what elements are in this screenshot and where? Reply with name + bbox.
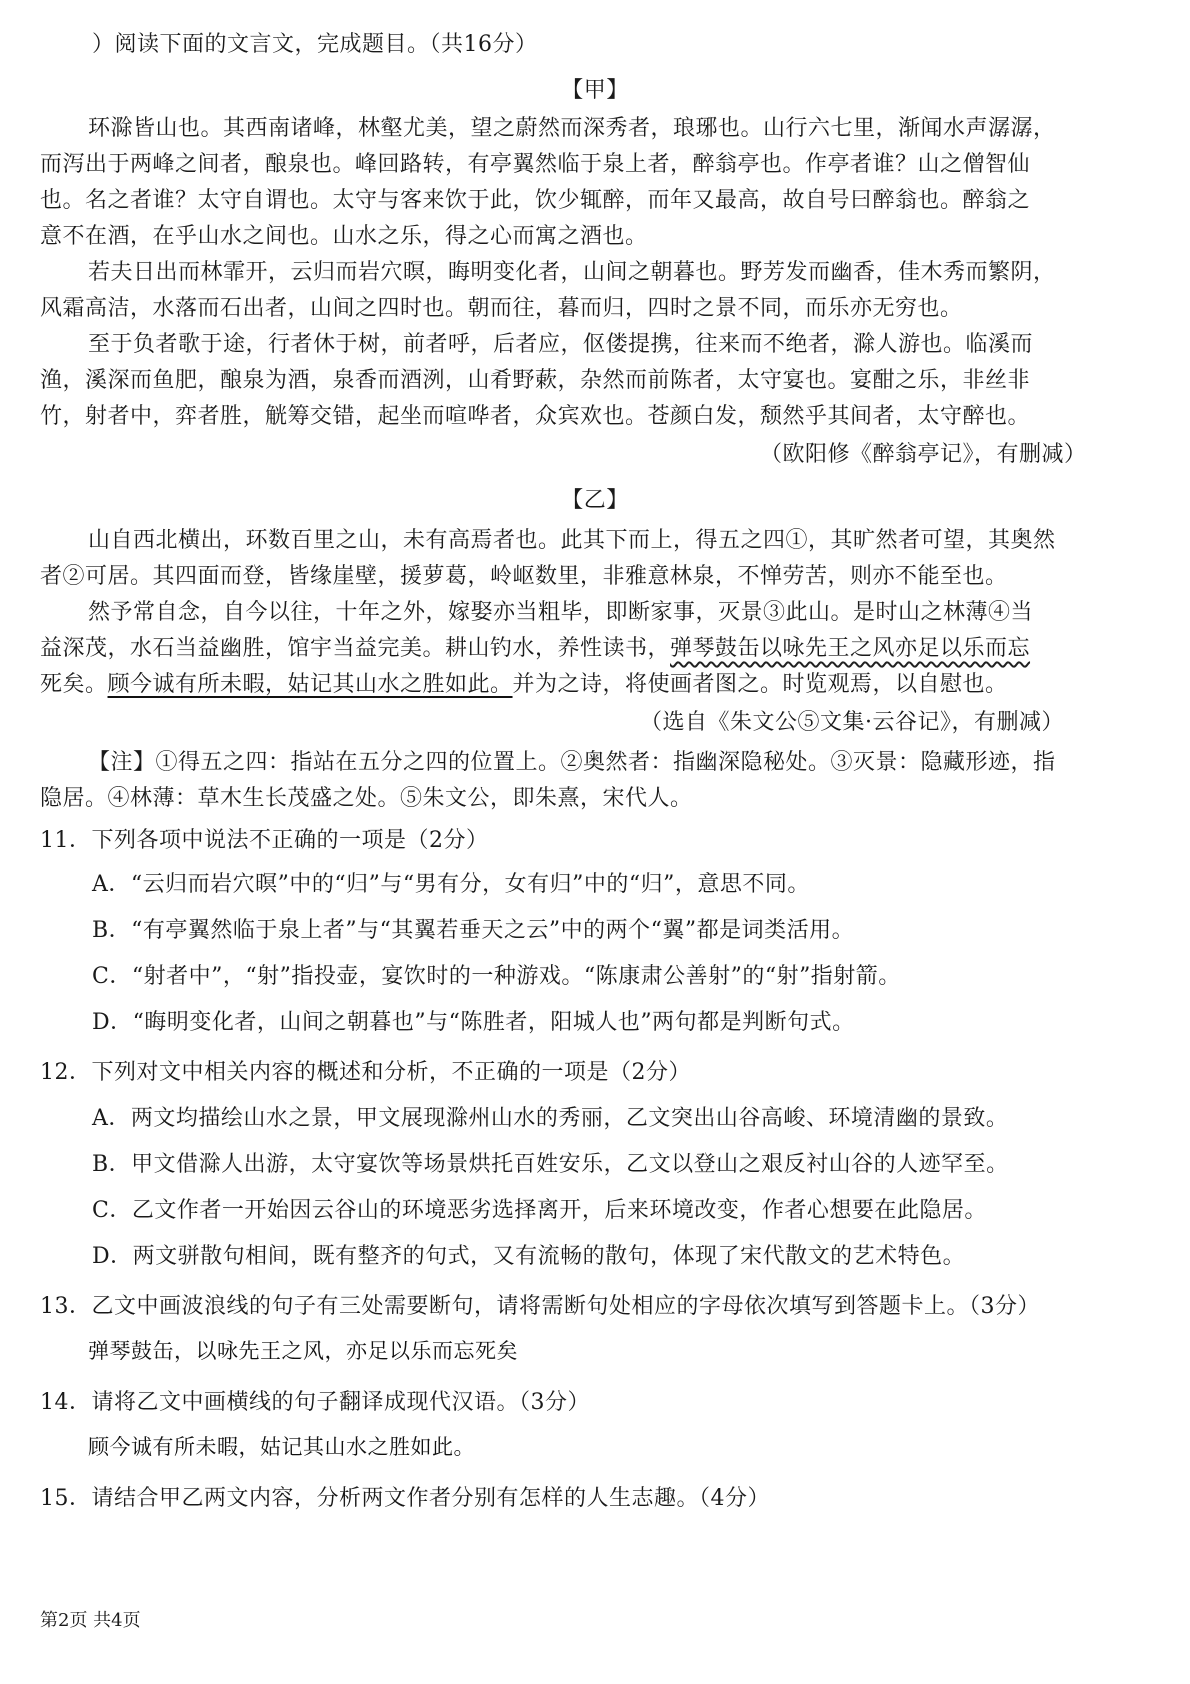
passage-b-text: 益深茂，水石当益幽胜，馆宇当益完美。耕山钓水，养性读书， [40, 636, 671, 661]
page-number: 第2页 共4页 [40, 1610, 141, 1631]
question-12-option-d: D．两文骈散句相间，既有整齐的句式，又有流畅的散句，体现了宋代散文的艺术特色。 [92, 1244, 966, 1269]
passage-b-line: 者②可居。其四面而登，皆缘崖壁，援萝葛，岭岖数里，非雅意林泉，不惮劳苦，则亦不能至也。 [40, 564, 1008, 589]
passage-b-line: 山自西北横出，环数百里之山，未有高焉者也。此其下而上，得五之四①，其旷然者可望，其奥然 [88, 528, 1056, 553]
passage-a-line: 至于负者歌于途，行者休于树，前者呼，后者应，伛偻提携，往来而不绝者，滁人游也。临溪而 [88, 332, 1034, 357]
passage-a-line: 而泻出于两峰之间者，酿泉也。峰回路转，有亭翼然临于泉上者，醉翁亭也。作亭者谁？山之僧智仙 [40, 152, 1031, 177]
underlined-sentence: 顾今诚有所未暇，姑记其山水之胜如此。 [107, 672, 513, 697]
passage-b-line [40, 634, 1030, 664]
annotation-notes: 隐居。④林薄：草木生长茂盛之处。⑤朱文公，即朱熹，宋代人。 [40, 786, 693, 811]
question-12-stem: 12．下列对文中相关内容的概述和分析，不正确的一项是（2分） [40, 1060, 691, 1085]
annotation-notes: 【注】①得五之四：指站在五分之四的位置上。②奥然者：指幽深隐秘处。③灭景：隐藏形迹，指 [88, 750, 1056, 775]
question-12-option-b: B．甲文借滁人出游，太守宴饮等场景烘托百姓安乐，乙文以登山之艰反衬山谷的人迹罕至。 [92, 1152, 1009, 1177]
question-11-option-c: C．“射者中”，“射”指投壶，宴饮时的一种游戏。“陈康肃公善射”的“射”指射箭。 [92, 964, 901, 989]
wavy-underlined-sentence: 弹琴鼓缶以咏先王之风亦足以乐而忘 [670, 636, 1031, 661]
passage-b-title: 【乙】 [561, 488, 629, 513]
question-11-option-d: D．“晦明变化者，山间之朝暮也”与“陈胜者，阳城人也”两句都是判断句式。 [92, 1010, 855, 1035]
question-13-answer: 弹琴鼓缶，以咏先王之风，亦足以乐而忘死矣 [88, 1339, 518, 1363]
question-11-stem: 11．下列各项中说法不正确的一项是（2分） [40, 828, 489, 853]
passage-a-line: 渔，溪深而鱼肥，酿泉为酒，泉香而酒洌，山肴野蔌，杂然而前陈者，太守宴也。宴酣之乐，非丝非 [40, 368, 1031, 393]
passage-a-title: 【甲】 [561, 78, 629, 103]
question-12-option-a: A．两文均描绘山水之景，甲文展现滁州山水的秀丽，乙文突出山谷高峻、环境清幽的景致。 [92, 1106, 1009, 1131]
question-12-option-c: C．乙文作者一开始因云谷山的环境恶劣选择离开，后来环境改变，作者心想要在此隐居。 [92, 1198, 987, 1223]
passage-b-line: 然予常自念，自今以往，十年之外，嫁娶亦当粗毕，即断家事，灭景③此山。是时山之林薄④当 [88, 600, 1034, 625]
passage-b-line [40, 670, 1008, 700]
question-11-option-b: B．“有亭翼然临于泉上者”与“其翼若垂天之云”中的两个“翼”都是词类活用。 [92, 918, 855, 943]
passage-a-line: 环滁皆山也。其西南诸峰，林壑尤美，望之蔚然而深秀者，琅琊也。山行六七里，渐闻水声潺潺， [88, 116, 1056, 141]
question-14-stem: 14．请将乙文中画横线的句子翻译成现代汉语。（3分） [40, 1390, 590, 1415]
passage-b-text: 死矣。 [40, 672, 108, 697]
passage-b-source: （选自《朱文公⑤文集·云谷记》，有删减） [640, 710, 1064, 735]
passage-b-text: 并为之诗，将使画者图之。时览观焉，以自慰也。 [512, 672, 1008, 697]
passage-a-line: 若夫日出而林霏开，云归而岩穴暝，晦明变化者，山间之朝暮也。野芳发而幽香，佳木秀而繁阴， [88, 260, 1056, 285]
passage-a-line: 也。名之者谁？太守自谓也。太守与客来饮于此，饮少辄醉，而年又最高，故自号曰醉翁也。醉翁之 [40, 188, 1031, 213]
passage-a-line: 风霜高洁，水落而石出者，山间之四时也。朝而往，暮而归，四时之景不同，而乐亦无穷也。 [40, 296, 963, 321]
question-13-stem: 13．乙文中画波浪线的句子有三处需要断句，请将需断句处相应的字母依次填写到答题卡上。（3分） [40, 1294, 1040, 1319]
passage-a-source: （欧阳修《醉翁亭记》，有删减） [760, 442, 1087, 467]
question-11-option-a: A．“云归而岩穴暝”中的“归”与“男有分，女有归”中的“归”，意思不同。 [92, 872, 810, 897]
question-15-stem: 15．请结合甲乙两文内容，分析两文作者分别有怎样的人生志趣。（4分） [40, 1486, 770, 1511]
passage-a-line: 竹，射者中，弈者胜，觥筹交错，起坐而喧哗者，众宾欢也。苍颜白发，颓然乎其间者，太守醉也。 [40, 404, 1031, 429]
section-instruction: ）阅读下面的文言文，完成题目。（共16分） [92, 32, 538, 57]
passage-a-line: 意不在酒，在乎山水之间也。山水之乐，得之心而寓之酒也。 [40, 224, 648, 249]
question-14-answer: 顾今诚有所未暇，姑记其山水之胜如此。 [88, 1435, 475, 1459]
